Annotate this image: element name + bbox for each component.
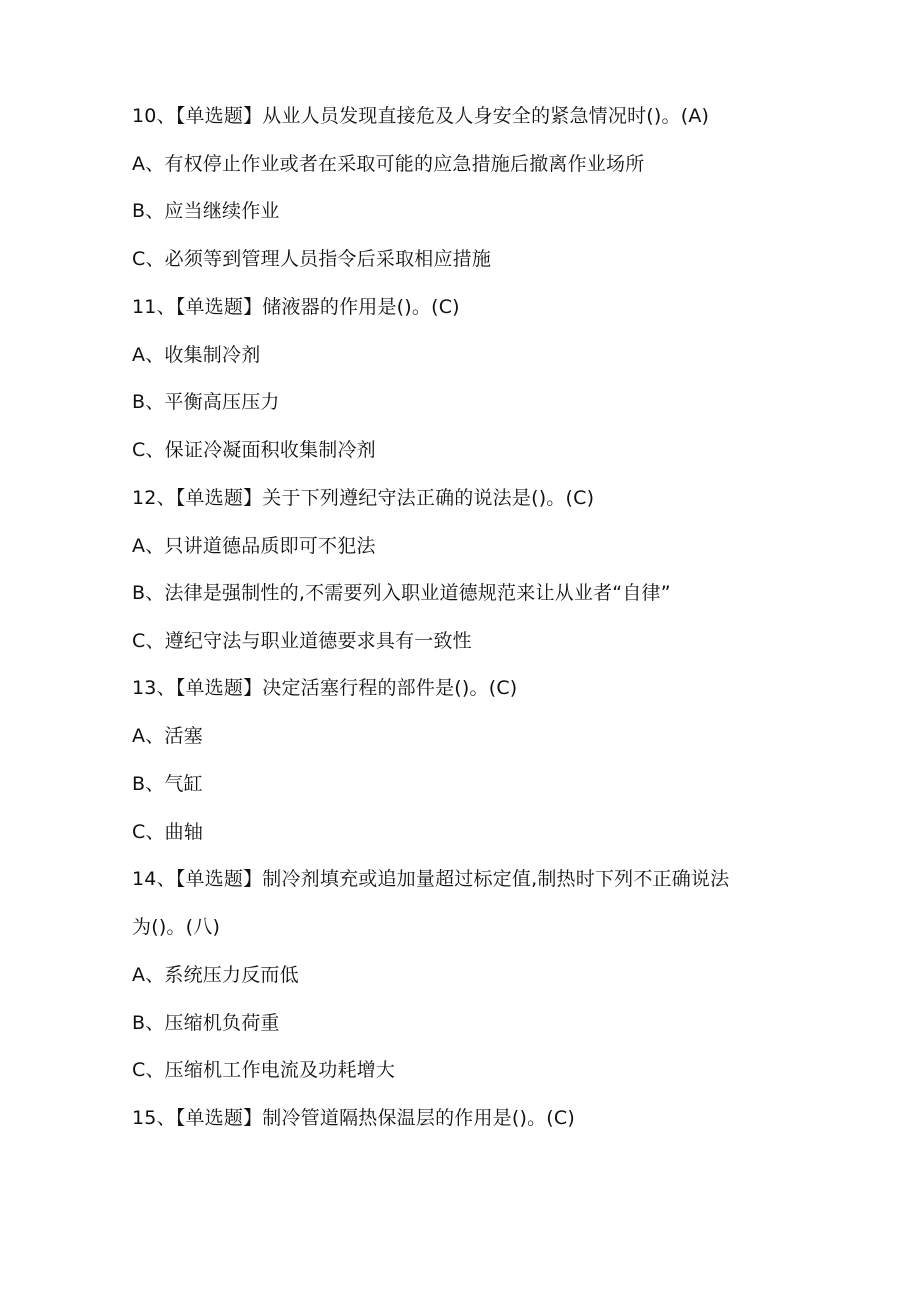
- question-14-stem-line-2: 为()。(八): [132, 916, 221, 938]
- question-13-option-c: C、曲轴: [132, 821, 204, 843]
- question-12-option-a: A、只讲道德品质即可不犯法: [132, 535, 376, 557]
- question-14-stem-line-1: 14、【单选题】制冷剂填充或追加量超过标定值,制热时下列不正确说法: [132, 868, 730, 890]
- question-11-stem: 11、【单选题】储液器的作用是()。(C): [132, 296, 460, 318]
- question-13-option-a: A、活塞: [132, 725, 203, 747]
- question-14-option-c: C、压缩机工作电流及功耗增大: [132, 1059, 396, 1081]
- question-14-option-a: A、系统压力反而低: [132, 964, 299, 986]
- question-11-option-c: C、保证冷凝面积收集制冷剂: [132, 439, 376, 461]
- question-11-option-b: B、平衡高压压力: [132, 391, 280, 413]
- question-13-stem: 13、【单选题】决定活塞行程的部件是()。(C): [132, 677, 518, 699]
- question-12-stem: 12、【单选题】关于下列遵纪守法正确的说法是()。(C): [132, 487, 595, 509]
- question-10-option-b: B、应当继续作业: [132, 200, 280, 222]
- question-11-option-a: A、收集制冷剂: [132, 344, 261, 366]
- question-12-option-b: B、法律是强制性的,不需要列入职业道德规范来让从业者“自律”: [132, 582, 671, 604]
- question-13-option-b: B、气缸: [132, 773, 203, 795]
- question-15-stem: 15、【单选题】制冷管道隔热保温层的作用是()。(C): [132, 1107, 575, 1129]
- question-12-option-c: C、遵纪守法与职业道德要求具有一致性: [132, 630, 472, 652]
- question-10-stem: 10、【单选题】从业人员发现直接危及人身安全的紧急情况时()。(A): [132, 105, 710, 127]
- question-14-option-b: B、压缩机负荷重: [132, 1012, 280, 1034]
- question-10-option-c: C、必须等到管理人员指令后采取相应措施: [132, 248, 492, 270]
- question-10-option-a: A、有权停止作业或者在采取可能的应急措施后撤离作业场所: [132, 153, 645, 175]
